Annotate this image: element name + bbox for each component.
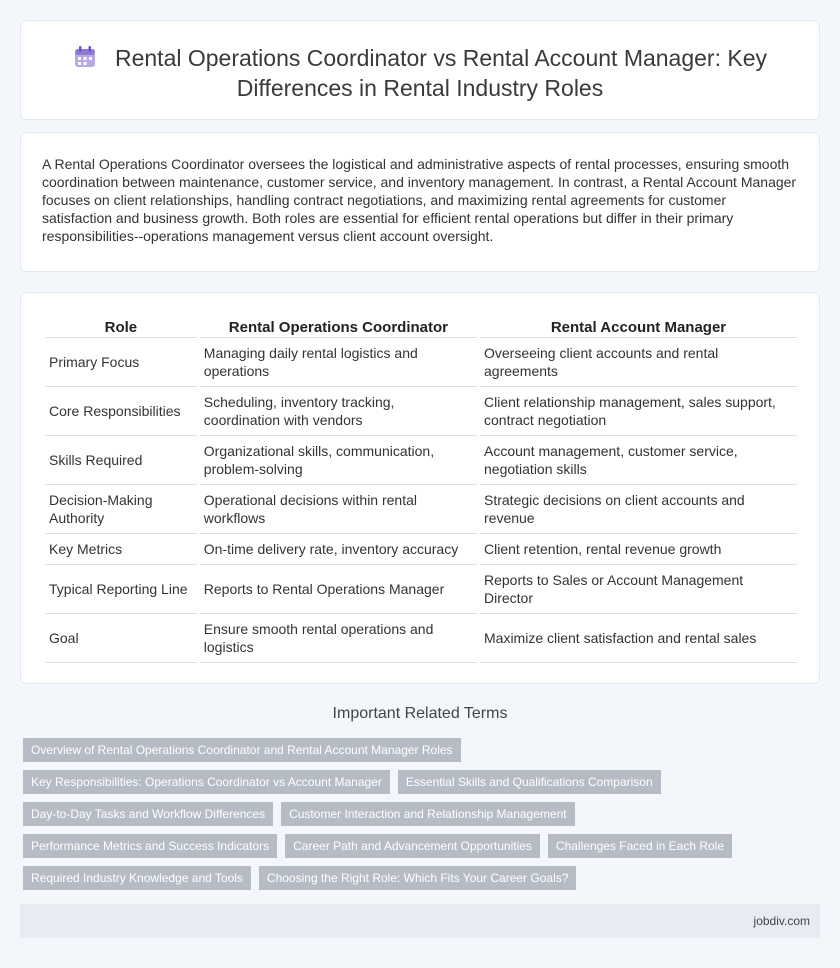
page-title: Rental Operations Coordinator vs Rental Account Manager: Key Differences in Rental Industry Roles (114, 45, 768, 101)
header-account-manager: Rental Account Manager (480, 314, 797, 338)
coordinator-cell: Ensure smooth rental operations and logistics (200, 614, 477, 663)
account-manager-cell: Maximize client satisfaction and rental sales (480, 614, 797, 663)
related-term-tag[interactable]: Challenges Faced in Each Role (548, 834, 732, 858)
related-term-tag[interactable]: Day-to-Day Tasks and Workflow Differences (23, 802, 273, 826)
comparison-card (20, 292, 820, 684)
summary-text: A Rental Operations Coordinator oversees the logistical and administrative aspects of rental processes, ensuring smooth coordination between maintenance, customer service, and inventory management. In contrast, a Rental Account Manager focuses on client relationships, handling contract negotiations, and maximizing rental agreements for customer satisfaction and business growth. Both roles are essential for efficient rental operations but differ in their primary responsibilities--operations management versus client account oversight. (42, 156, 797, 244)
table-row (45, 614, 797, 663)
header-card (20, 20, 820, 120)
related-term-tag[interactable]: Essential Skills and Qualifications Comparison (398, 770, 661, 794)
summary-card (20, 132, 820, 272)
related-term-tag[interactable]: Customer Interaction and Relationship Management (281, 802, 575, 826)
related-term-tag[interactable]: Career Path and Advancement Opportunities (285, 834, 540, 858)
related-term-tag[interactable]: Key Responsibilities: Operations Coordinator vs Account Manager (23, 770, 390, 794)
table-row (45, 387, 797, 436)
coordinator-cell: Operational decisions within rental workflows (200, 485, 477, 534)
table-row (45, 485, 797, 534)
account-manager-cell: Client relationship management, sales support, contract negotiation (480, 387, 797, 436)
row-label: Typical Reporting Line (45, 565, 197, 614)
header-coordinator: Rental Operations Coordinator (200, 314, 477, 338)
calendar-icon (73, 45, 97, 69)
related-term-tag[interactable]: Overview of Rental Operations Coordinator and Rental Account Manager Roles (23, 738, 461, 762)
row-label: Skills Required (45, 436, 197, 485)
table-row (45, 436, 797, 485)
page-title-wrap (61, 43, 779, 103)
row-label: Key Metrics (45, 534, 197, 565)
account-manager-cell: Reports to Sales or Account Management Director (480, 565, 797, 614)
coordinator-cell: Scheduling, inventory tracking, coordination with vendors (200, 387, 477, 436)
table-row (45, 338, 797, 387)
related-term-tag[interactable]: Choosing the Right Role: Which Fits Your Career Goals? (259, 866, 576, 890)
row-label: Decision-Making Authority (45, 485, 197, 534)
table-row (45, 534, 797, 565)
table-row (45, 565, 797, 614)
comparison-table (42, 314, 800, 663)
coordinator-cell: Reports to Rental Operations Manager (200, 565, 477, 614)
row-label: Core Responsibilities (45, 387, 197, 436)
row-label: Goal (45, 614, 197, 663)
related-term-tag[interactable]: Performance Metrics and Success Indicators (23, 834, 277, 858)
account-manager-cell: Strategic decisions on client accounts and revenue (480, 485, 797, 534)
account-manager-cell: Overseeing client accounts and rental agreements (480, 338, 797, 387)
coordinator-cell: On-time delivery rate, inventory accuracy (200, 534, 477, 565)
related-terms-title: Important Related Terms (332, 705, 508, 722)
row-label: Primary Focus (45, 338, 197, 387)
related-terms-list (23, 738, 803, 898)
account-manager-cell: Client retention, rental revenue growth (480, 534, 797, 565)
table-header-row (45, 314, 797, 338)
header-role: Role (45, 314, 197, 338)
coordinator-cell: Managing daily rental logistics and operations (200, 338, 477, 387)
footer (20, 904, 820, 938)
footer-site-link[interactable]: jobdiv.com (753, 914, 810, 928)
related-term-tag[interactable]: Required Industry Knowledge and Tools (23, 866, 251, 890)
account-manager-cell: Account management, customer service, negotiation skills (480, 436, 797, 485)
coordinator-cell: Organizational skills, communication, problem-solving (200, 436, 477, 485)
